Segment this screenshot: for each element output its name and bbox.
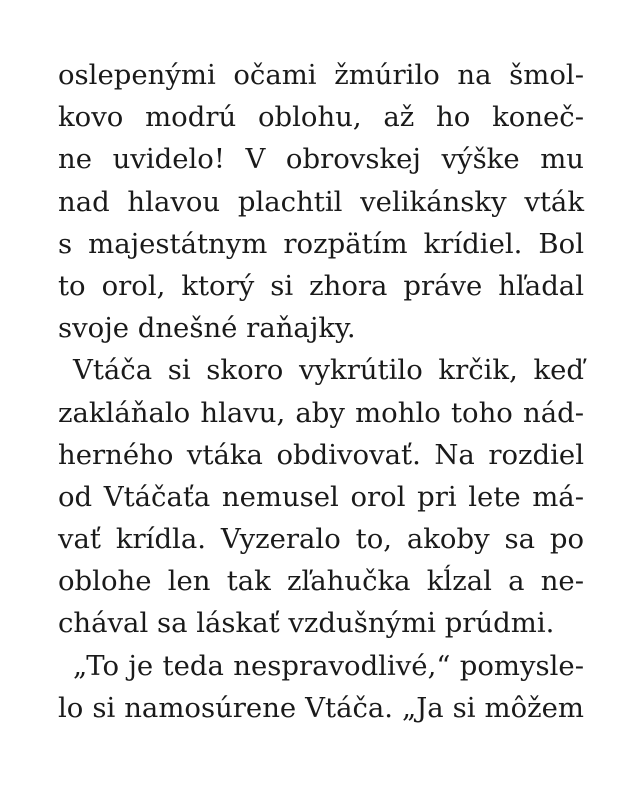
text-line: ne uvidelo! V obrovskej výške mu [58,143,584,176]
text-line: svoje dnešné raňajky. [58,312,356,345]
text-line: herného vtáka obdivovať. Na rozdiel [58,438,584,471]
text-line: oslepenými očami žmúrilo na šmol- [58,59,584,91]
text-line: od Vtáčaťa nemusel orol pri lete má- [58,480,584,513]
text-line: chával sa láskať vzdušnými prúdmi. [58,607,555,640]
text-line: nad hlavou plachtil velikánsky vták [58,185,584,218]
text-line: oblohe len tak zľahučka kĺzal a ne- [58,565,584,598]
text-line: to orol, ktorý si zhora práve hľadal [58,269,584,302]
text-line: zakláňalo hlavu, aby mohlo toho nád- [58,396,584,429]
paragraph [58,349,584,644]
paragraph [58,645,584,729]
text-line: s majestátnym rozpätím krídiel. Bol [58,227,584,260]
paragraph [58,54,584,349]
book-page [58,54,584,729]
text-line: vať krídla. Vyzeralo to, akoby sa po [58,523,584,556]
text-line: Vtáča si skoro vykrútilo krčik, keď [73,354,584,387]
text-line: kovo modrú oblohu, až ho koneč- [58,101,584,134]
text-line: lo si namosúrene Vtáča. „Ja si môžem [58,691,584,724]
text-line: „To je teda nespravodlivé,“ pomysle- [73,649,584,682]
